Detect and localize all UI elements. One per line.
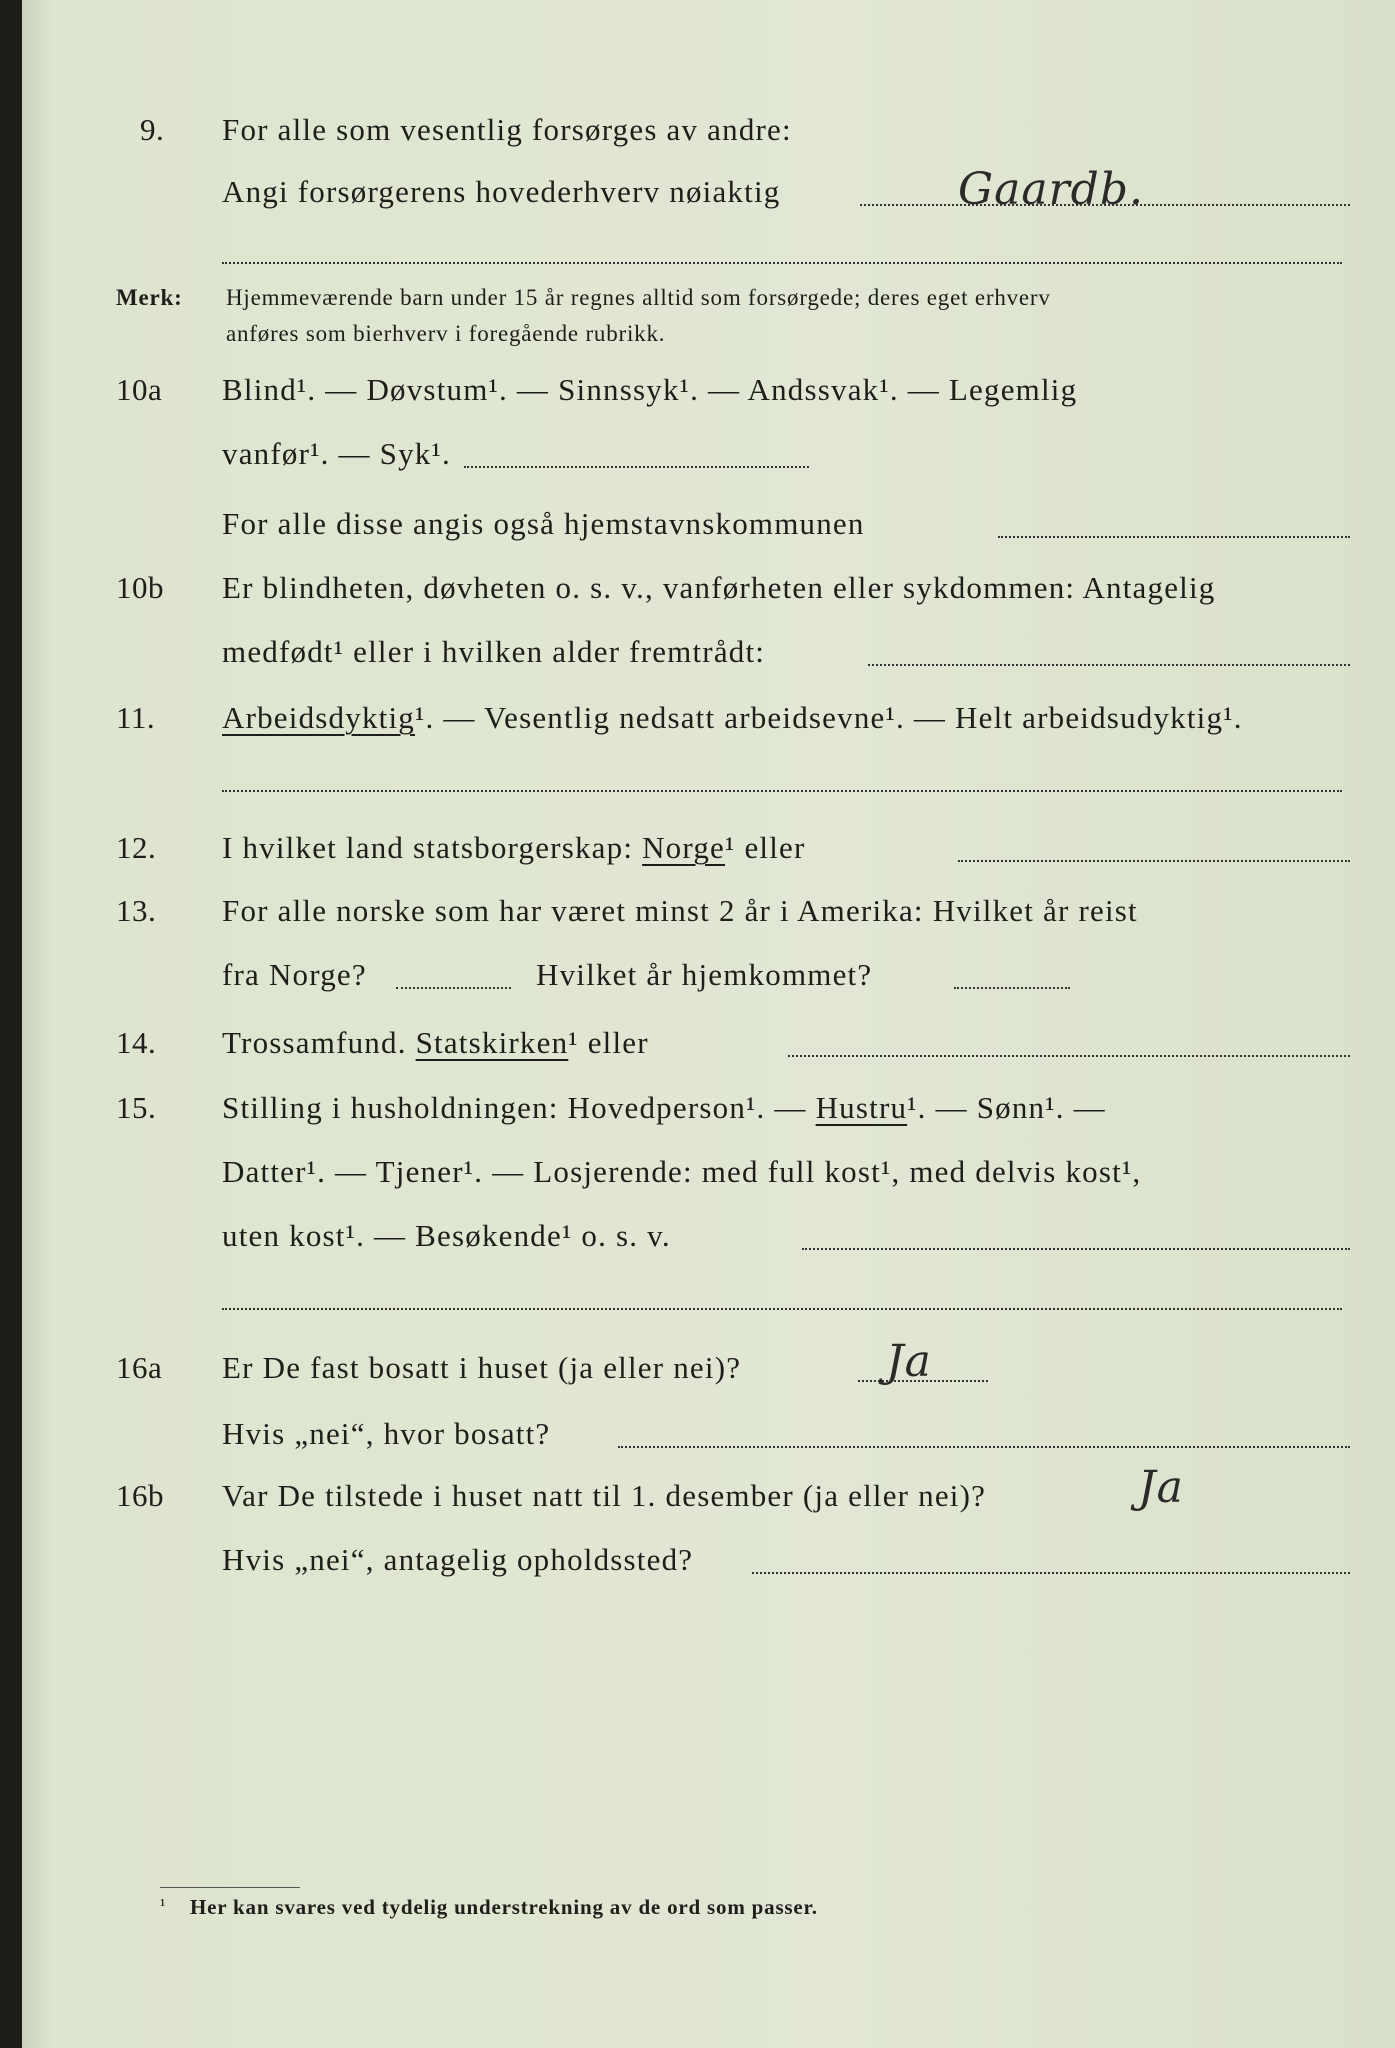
question-number: 14. (116, 1025, 157, 1060)
question-text: Er De fast bosatt i huset (ja eller nei)? (222, 1350, 742, 1385)
question-text: For alle disse angis også hjemstavnskommunen (222, 506, 865, 541)
marked-answer: Norge (642, 830, 726, 865)
answer-line (958, 860, 1350, 862)
question-number: 11. (116, 700, 156, 735)
handwritten-answer: Ja (1138, 1462, 1184, 1513)
question-number: 16b (116, 1478, 164, 1513)
handwritten-answer: Ja (886, 1336, 932, 1387)
question-text: fra Norge? (222, 957, 367, 992)
answer-line (998, 536, 1350, 538)
question-11 (116, 700, 1356, 760)
question-13 (116, 893, 1356, 1003)
question-9 (140, 112, 1360, 222)
question-text: Er blindheten, døvheten o. s. v., vanførheten eller sykdommen: Antagelig (222, 570, 1216, 605)
note-text: Hjemmeværende barn under 15 år regnes alltid som forsørgede; deres eget erhverv (226, 285, 1051, 310)
footnote-rule (160, 1887, 300, 1888)
question-number: 16a (116, 1350, 163, 1385)
question-number: 10a (116, 372, 163, 407)
question-text: Hvis „nei“, antagelig opholdssted? (222, 1542, 694, 1577)
separator-line (222, 262, 1342, 264)
census-form-page (22, 0, 1395, 2048)
question-number: 15. (116, 1090, 157, 1125)
question-text: vanfør¹. — Syk¹. (222, 436, 451, 471)
question-text: Hvilket år hjemkommet? (536, 957, 873, 992)
note-text: anføres som bierhverv i foregående rubrikk. (226, 321, 666, 346)
note-merk (116, 285, 1356, 355)
answer-line (954, 987, 1070, 989)
answer-line (396, 987, 511, 989)
answer-line (788, 1055, 1350, 1057)
question-text: Var De tilstede i huset natt til 1. desember (ja eller nei)? (222, 1478, 987, 1513)
question-text: For alle norske som har været minst 2 år i Amerika: Hvilket år reist (222, 893, 1138, 928)
question-text: Trossamfund. Statskirken¹ eller (222, 1025, 649, 1060)
question-10b (116, 570, 1356, 680)
answer-line (618, 1446, 1350, 1448)
question-text: Hvis „nei“, hvor bosatt? (222, 1416, 551, 1451)
marked-answer: Hustru (815, 1090, 908, 1125)
marked-answer: Statskirken (415, 1025, 569, 1060)
question-number: 12. (116, 830, 157, 865)
question-text: uten kost¹. — Besøkende¹ o. s. v. (222, 1218, 671, 1253)
question-15 (116, 1090, 1356, 1270)
answer-line (752, 1572, 1350, 1574)
question-text: Datter¹. — Tjener¹. — Losjerende: med full kost¹, med delvis kost¹, (222, 1154, 1142, 1189)
question-text: Angi forsørgerens hovederhverv nøiaktig (222, 174, 781, 209)
question-text: I hvilket land statsborgerskap: Norge¹ eller (222, 830, 806, 865)
marked-answer: Arbeidsdyktig (222, 700, 415, 735)
separator-line (222, 790, 1342, 792)
footnote-text: Her kan svares ved tydelig understrekning av de ord som passer. (190, 1895, 818, 1919)
question-10a (116, 372, 1356, 552)
answer-line (802, 1248, 1350, 1250)
footnote-mark: ¹ (160, 1895, 167, 1915)
question-number: 10b (116, 570, 164, 605)
question-text: medfødt¹ eller i hvilken alder fremtrådt: (222, 634, 766, 669)
separator-line (222, 1308, 1342, 1310)
question-number: 13. (116, 893, 157, 928)
handwritten-answer: Gaardb. (958, 164, 1144, 215)
note-label: Merk: (116, 285, 183, 310)
answer-line (464, 466, 809, 468)
question-16a (116, 1336, 1356, 1460)
footnote (160, 1895, 1160, 1935)
question-14 (116, 1025, 1356, 1075)
question-text: Arbeidsdyktig¹. — Vesentlig nedsatt arbeidsevne¹. — Helt arbeidsudyktig¹. (222, 700, 1243, 735)
question-text: For alle som vesentlig forsørges av andre: (222, 112, 792, 147)
answer-line (868, 664, 1350, 666)
question-12 (116, 830, 1356, 880)
question-text: Blind¹. — Døvstum¹. — Sinnssyk¹. — Andssvak¹. — Legemlig (222, 372, 1078, 407)
question-number: 9. (140, 112, 165, 147)
question-16b (116, 1462, 1356, 1588)
question-text: Stilling i husholdningen: Hovedperson¹. — Hustru¹. — Sønn¹. — (222, 1090, 1106, 1125)
